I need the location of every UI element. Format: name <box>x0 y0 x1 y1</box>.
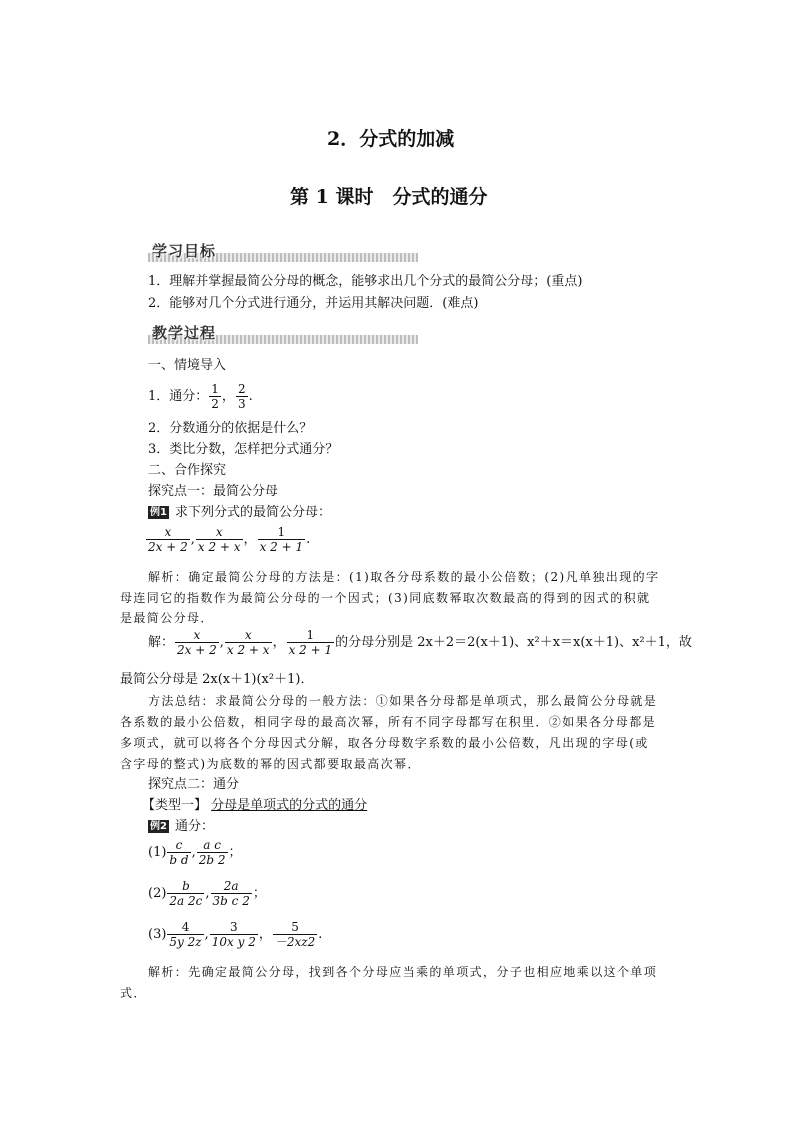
example-2-item-3: (3) $\frac{4}{5y 2z}$ , $\frac{3}{\text{10x y 2}}$ ， $\frac{5}{-2xz2}$ . <box>148 920 323 949</box>
lesson-subtitle: 第 1 课时 分式的通分 <box>290 186 488 208</box>
method-line-3: 多项式，就可以将各个分母因式分解，取各分母数字系数的最小公倍数，凡出现的字母(或 <box>120 736 649 750</box>
fraction: $\frac{4}{5y 2z}$ <box>169 920 202 949</box>
explore-point-2: 探究点二：通分 <box>148 777 240 792</box>
analysis-2-line-1: 解析：先确定最简公分母，找到各个分母应当乘的单项式，分子也相应地乘以这个单项 <box>148 965 658 979</box>
fraction: $\frac{x}{x 2 + x}$ <box>197 525 241 554</box>
section-goals <box>148 240 418 262</box>
solution-1-line-2: 最简公分母是 2x(x＋1)(x²＋1)． <box>120 672 314 687</box>
intro-heading: 一、情境导入 <box>148 358 227 373</box>
fraction: $\frac{b}{2a 2c}$ <box>169 879 203 908</box>
section-process-label: 教学过程 <box>152 324 217 342</box>
method-line-2: 各系数的最小公倍数，相同字母的最高次幂，所有不同字母都写在积里．②如果各分母都是 <box>120 715 657 729</box>
fraction: $\frac{2a}{\text{3b c 2}}$ <box>212 879 250 908</box>
explore-heading: 二、合作探究 <box>148 463 227 478</box>
solution-1-mid: 的分母分别是 2x＋2＝2(x＋1)、x²＋x＝x(x＋1)、x²＋1，故 <box>335 634 692 650</box>
example-2-item-2: (2) $\frac{b}{2a 2c}$ , $\frac{2a}{\text{3b c 2}}$ ； <box>148 879 266 908</box>
example-2-text: 通分： <box>174 819 214 834</box>
intro-q1: 1．通分： $\frac{1}{2}$ ， $\frac{2}{3}$ . <box>148 382 253 411</box>
fraction: $\frac{1}{x 2 + 1}$ <box>288 628 333 657</box>
fraction: $\frac{x}{2x + 2}$ <box>177 628 217 657</box>
fraction: $\frac{1}{2}$ <box>211 382 219 411</box>
intro-q3: 3．类比分数，怎样把分式通分？ <box>148 442 339 457</box>
example-1-fractions: $\frac{x}{2x + 2}$ , $\frac{x}{x 2 + x}$ ， $\frac{1}{x 2 + 1}$ . <box>148 525 311 554</box>
page-title: 2．分式的加减 <box>327 128 455 150</box>
goal-1: 1．理解并掌握最简公分母的概念，能够求出几个分式的最简公分母；(重点) <box>148 274 583 289</box>
fraction: $\frac{\text{a c}}{2b 2}$ <box>198 838 226 867</box>
solution-1-prefix: 解： <box>148 634 175 650</box>
fraction: $\frac{x}{2x + 2}$ <box>148 525 188 554</box>
example-2 <box>148 818 214 836</box>
fraction: $\frac{1}{x 2 + 1}$ <box>259 525 304 554</box>
solution-1: 解： $\frac{x}{2x + 2}$ , $\frac{x}{x 2 + x}$ ， $\frac{1}{x 2 + 1}$ 的分母分别是 2x＋2＝2(x＋1)、x²＋x＝x(x＋1)、x²＋1，故 <box>148 628 692 657</box>
goal-2: 2．能够对几个分式进行通分，并运用其解决问题．(难点) <box>148 296 479 311</box>
section-goals-label: 学习目标 <box>152 242 217 260</box>
example-2-item-1: (1) $\frac{c}{\text{b d}}$ , $\frac{\text{a c}}{2b 2}$ ； <box>148 838 242 867</box>
analysis-1-line-3: 是最简公分母． <box>120 611 214 625</box>
example-badge: 例2 <box>150 821 167 832</box>
fraction: $\frac{3}{\text{10x y 2}}$ <box>211 920 256 949</box>
fraction: $\frac{c}{\text{b d}}$ <box>169 838 189 867</box>
example-1-text: 求下列分式的最简公分母： <box>174 505 331 520</box>
example-1 <box>148 504 331 522</box>
method-line-4: 含字母的整式)为底数的幂的因式都要取最高次幂． <box>120 757 421 771</box>
analysis-1-line-1: 解析：确定最简公分母的方法是：(1)取各分母系数的最小公倍数；(2)凡单独出现的字 <box>148 570 660 584</box>
type-1-heading <box>142 797 367 815</box>
type-1-label: 【类型一】 <box>142 798 208 813</box>
method-line-1: 方法总结：求最简公分母的一般方法：①如果各分母都是单项式，那么最简公分母就是 <box>148 694 658 708</box>
example-badge: 例1 <box>150 507 167 518</box>
fraction: $\frac{5}{-2xz2}$ <box>274 920 316 949</box>
fraction: $\frac{x}{x 2 + x}$ <box>226 628 270 657</box>
analysis-2-line-2: 式． <box>120 986 147 1000</box>
explore-point-1: 探究点一：最简公分母 <box>148 484 279 499</box>
analysis-1-line-2: 母连同它的指数作为最简公分母的一个因式；(3)同底数幂取次数最高的得到的因式的积就 <box>120 591 651 605</box>
type-1-title: 分母是单项式的分式的通分 <box>211 798 368 813</box>
intro-q2: 2．分数通分的依据是什么？ <box>148 421 313 436</box>
intro-q1-prefix: 1．通分： <box>148 388 209 404</box>
fraction: $\frac{2}{3}$ <box>237 382 246 411</box>
section-process <box>148 322 418 344</box>
